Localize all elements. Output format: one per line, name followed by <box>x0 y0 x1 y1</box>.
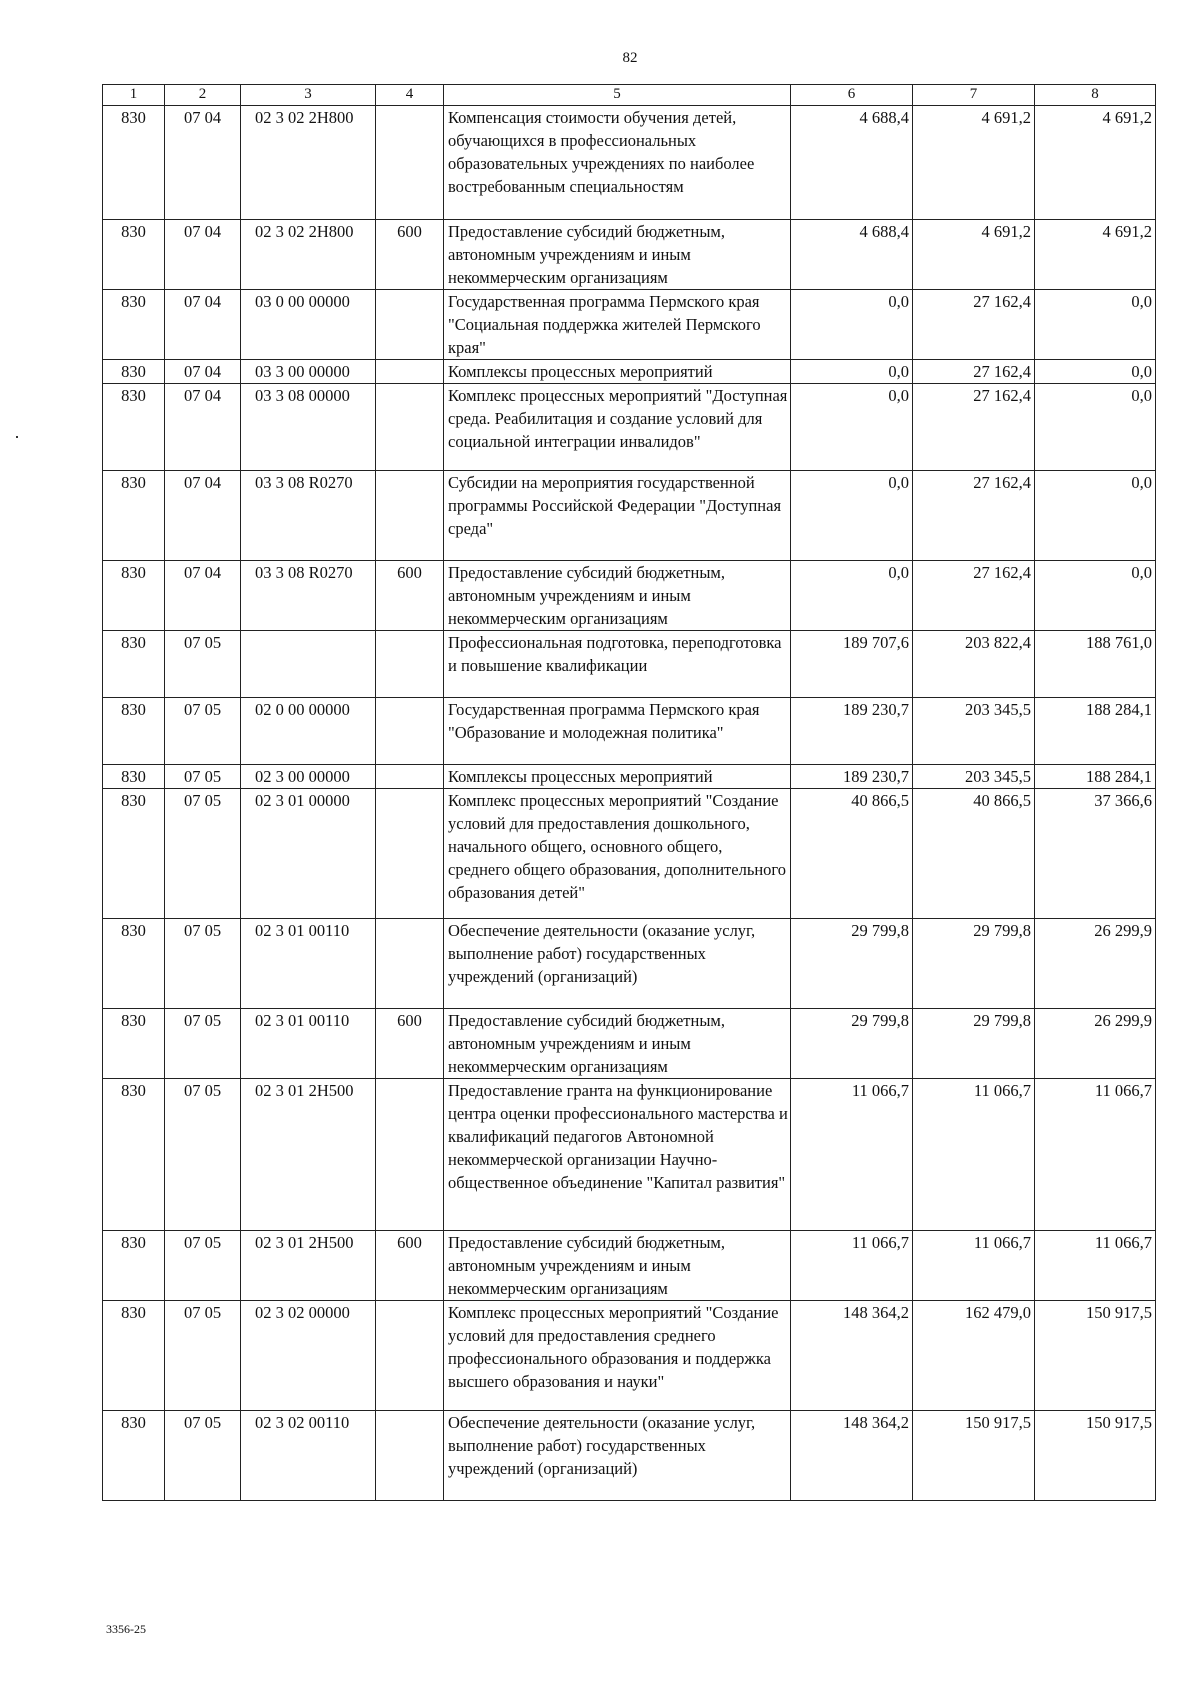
amount-col6-cell: 29 799,8 <box>791 1009 913 1079</box>
expense-type-code-cell <box>376 290 444 360</box>
amount-col8-cell: 0,0 <box>1035 561 1156 631</box>
description-cell: Государственная программа Пермского края "Социальная поддержка жителей Пермского края" <box>444 290 791 360</box>
section-code-cell: 07 04 <box>165 471 241 561</box>
table-row <box>103 789 1156 919</box>
amount-col6-cell: 148 364,2 <box>791 1411 913 1501</box>
description-cell: Предоставление субсидий бюджетным, автономным учреждениям и иным некоммерческим организациям <box>444 220 791 290</box>
department-code-cell: 830 <box>103 1231 165 1301</box>
section-code-cell: 07 05 <box>165 1301 241 1411</box>
table-row <box>103 290 1156 360</box>
section-code-cell: 07 04 <box>165 220 241 290</box>
expense-type-code-cell: 600 <box>376 220 444 290</box>
amount-col7-cell: 29 799,8 <box>913 919 1035 1009</box>
target-item-code-cell: 02 3 01 00110 <box>241 919 376 1009</box>
column-header: 7 <box>913 85 1035 106</box>
amount-col8-cell: 188 761,0 <box>1035 631 1156 698</box>
amount-col7-cell: 27 162,4 <box>913 561 1035 631</box>
section-code-cell: 07 05 <box>165 789 241 919</box>
expense-type-code-cell <box>376 471 444 561</box>
amount-col7-cell: 29 799,8 <box>913 1009 1035 1079</box>
amount-col8-cell: 150 917,5 <box>1035 1411 1156 1501</box>
amount-col7-cell: 203 345,5 <box>913 698 1035 765</box>
amount-col8-cell: 0,0 <box>1035 471 1156 561</box>
budget-table <box>102 84 1156 1501</box>
amount-col6-cell: 29 799,8 <box>791 919 913 1009</box>
expense-type-code-cell <box>376 360 444 384</box>
amount-col8-cell: 37 366,6 <box>1035 789 1156 919</box>
amount-col7-cell: 11 066,7 <box>913 1079 1035 1231</box>
section-code-cell: 07 05 <box>165 631 241 698</box>
target-item-code-cell: 03 3 08 R0270 <box>241 561 376 631</box>
column-header: 2 <box>165 85 241 106</box>
amount-col8-cell: 26 299,9 <box>1035 1009 1156 1079</box>
amount-col8-cell: 4 691,2 <box>1035 106 1156 220</box>
document-code: 3356-25 <box>106 1622 146 1636</box>
description-cell: Государственная программа Пермского края "Образование и молодежная политика" <box>444 698 791 765</box>
section-code-cell: 07 04 <box>165 561 241 631</box>
description-cell: Комплекс процессных мероприятий "Создание условий для предоставления дошкольного, начального общего, основного общего, среднего общего образования, дополнительного образования детей" <box>444 789 791 919</box>
description-cell: Профессиональная подготовка, переподготовка и повышение квалификации <box>444 631 791 698</box>
section-code-cell: 07 05 <box>165 1009 241 1079</box>
expense-type-code-cell <box>376 1301 444 1411</box>
amount-col7-cell: 150 917,5 <box>913 1411 1035 1501</box>
section-code-cell: 07 04 <box>165 360 241 384</box>
department-code-cell: 830 <box>103 106 165 220</box>
department-code-cell: 830 <box>103 919 165 1009</box>
column-header: 5 <box>444 85 791 106</box>
expense-type-code-cell <box>376 919 444 1009</box>
expense-type-code-cell <box>376 765 444 789</box>
amount-col6-cell: 0,0 <box>791 360 913 384</box>
description-cell: Обеспечение деятельности (оказание услуг, выполнение работ) государственных учреждений (организаций) <box>444 1411 791 1501</box>
expense-type-code-cell: 600 <box>376 561 444 631</box>
target-item-code-cell: 02 3 02 00000 <box>241 1301 376 1411</box>
amount-col7-cell: 203 822,4 <box>913 631 1035 698</box>
department-code-cell: 830 <box>103 360 165 384</box>
section-code-cell: 07 05 <box>165 1231 241 1301</box>
description-cell: Предоставление субсидий бюджетным, автономным учреждениям и иным некоммерческим организациям <box>444 1009 791 1079</box>
column-header: 4 <box>376 85 444 106</box>
table-row <box>103 765 1156 789</box>
description-cell: Компенсация стоимости обучения детей, обучающихся в профессиональных образовательных учреждениях по наиболее востребованным специальностям <box>444 106 791 220</box>
amount-col6-cell: 0,0 <box>791 290 913 360</box>
amount-col6-cell: 40 866,5 <box>791 789 913 919</box>
department-code-cell: 830 <box>103 631 165 698</box>
department-code-cell: 830 <box>103 1301 165 1411</box>
amount-col7-cell: 27 162,4 <box>913 471 1035 561</box>
amount-col8-cell: 0,0 <box>1035 290 1156 360</box>
amount-col7-cell: 4 691,2 <box>913 106 1035 220</box>
expense-type-code-cell <box>376 698 444 765</box>
table-row <box>103 471 1156 561</box>
amount-col6-cell: 189 230,7 <box>791 765 913 789</box>
department-code-cell: 830 <box>103 1009 165 1079</box>
column-header: 1 <box>103 85 165 106</box>
target-item-code-cell: 02 3 01 2Н500 <box>241 1079 376 1231</box>
department-code-cell: 830 <box>103 698 165 765</box>
description-cell: Предоставление гранта на функционирование центра оценки профессионального мастерства и квалификаций педагогов Автономной некоммерческой организации Научно-общественное объединение "Капитал развития" <box>444 1079 791 1231</box>
target-item-code-cell: 02 3 02 2Н800 <box>241 106 376 220</box>
amount-col8-cell: 188 284,1 <box>1035 698 1156 765</box>
department-code-cell: 830 <box>103 384 165 471</box>
section-code-cell: 07 05 <box>165 919 241 1009</box>
expense-type-code-cell <box>376 1411 444 1501</box>
column-header: 6 <box>791 85 913 106</box>
section-code-cell: 07 05 <box>165 1079 241 1231</box>
description-cell: Обеспечение деятельности (оказание услуг, выполнение работ) государственных учреждений (организаций) <box>444 919 791 1009</box>
department-code-cell: 830 <box>103 220 165 290</box>
target-item-code-cell: 02 3 02 00110 <box>241 1411 376 1501</box>
table-row <box>103 220 1156 290</box>
amount-col6-cell: 11 066,7 <box>791 1231 913 1301</box>
section-code-cell: 07 04 <box>165 384 241 471</box>
expense-type-code-cell <box>376 631 444 698</box>
department-code-cell: 830 <box>103 1411 165 1501</box>
amount-col7-cell: 203 345,5 <box>913 765 1035 789</box>
table-row <box>103 1231 1156 1301</box>
table-row <box>103 919 1156 1009</box>
amount-col6-cell: 148 364,2 <box>791 1301 913 1411</box>
target-item-code-cell: 03 3 08 00000 <box>241 384 376 471</box>
section-code-cell: 07 05 <box>165 1411 241 1501</box>
section-code-cell: 07 05 <box>165 765 241 789</box>
column-header: 3 <box>241 85 376 106</box>
table-row <box>103 384 1156 471</box>
description-cell: Предоставление субсидий бюджетным, автономным учреждениям и иным некоммерческим организациям <box>444 1231 791 1301</box>
amount-col7-cell: 27 162,4 <box>913 360 1035 384</box>
target-item-code-cell: 03 3 00 00000 <box>241 360 376 384</box>
expense-type-code-cell <box>376 1079 444 1231</box>
amount-col8-cell: 26 299,9 <box>1035 919 1156 1009</box>
table-row <box>103 698 1156 765</box>
department-code-cell: 830 <box>103 765 165 789</box>
amount-col7-cell: 11 066,7 <box>913 1231 1035 1301</box>
section-code-cell: 07 05 <box>165 698 241 765</box>
amount-col7-cell: 162 479,0 <box>913 1301 1035 1411</box>
target-item-code-cell: 02 3 01 00000 <box>241 789 376 919</box>
table-row <box>103 360 1156 384</box>
amount-col6-cell: 4 688,4 <box>791 106 913 220</box>
scan-speck <box>16 436 18 438</box>
target-item-code-cell: 03 3 08 R0270 <box>241 471 376 561</box>
amount-col8-cell: 11 066,7 <box>1035 1079 1156 1231</box>
department-code-cell: 830 <box>103 471 165 561</box>
amount-col7-cell: 4 691,2 <box>913 220 1035 290</box>
amount-col8-cell: 4 691,2 <box>1035 220 1156 290</box>
description-cell: Субсидии на мероприятия государственной программы Российской Федерации "Доступная среда" <box>444 471 791 561</box>
table-row <box>103 1411 1156 1501</box>
target-item-code-cell: 02 0 00 00000 <box>241 698 376 765</box>
expense-type-code-cell: 600 <box>376 1231 444 1301</box>
table-body <box>103 106 1156 1501</box>
table-row <box>103 1301 1156 1411</box>
column-header: 8 <box>1035 85 1156 106</box>
description-cell: Комплексы процессных мероприятий <box>444 360 791 384</box>
description-cell: Комплекс процессных мероприятий "Создание условий для предоставления среднего профессионального образования и поддержка высшего образования и науки" <box>444 1301 791 1411</box>
page-number: 82 <box>622 50 638 66</box>
target-item-code-cell: 02 3 00 00000 <box>241 765 376 789</box>
department-code-cell: 830 <box>103 1079 165 1231</box>
amount-col6-cell: 0,0 <box>791 384 913 471</box>
table-row <box>103 1009 1156 1079</box>
expense-type-code-cell <box>376 789 444 919</box>
expense-type-code-cell: 600 <box>376 1009 444 1079</box>
amount-col6-cell: 189 707,6 <box>791 631 913 698</box>
amount-col8-cell: 11 066,7 <box>1035 1231 1156 1301</box>
amount-col7-cell: 40 866,5 <box>913 789 1035 919</box>
description-cell: Комплекс процессных мероприятий "Доступная среда. Реабилитация и создание условий для социальной интеграции инвалидов" <box>444 384 791 471</box>
target-item-code-cell <box>241 631 376 698</box>
description-cell: Комплексы процессных мероприятий <box>444 765 791 789</box>
amount-col6-cell: 11 066,7 <box>791 1079 913 1231</box>
target-item-code-cell: 02 3 01 2Н500 <box>241 1231 376 1301</box>
department-code-cell: 830 <box>103 290 165 360</box>
department-code-cell: 830 <box>103 561 165 631</box>
amount-col7-cell: 27 162,4 <box>913 290 1035 360</box>
target-item-code-cell: 03 0 00 00000 <box>241 290 376 360</box>
amount-col6-cell: 189 230,7 <box>791 698 913 765</box>
column-number-row <box>103 85 1156 106</box>
table-row <box>103 1079 1156 1231</box>
section-code-cell: 07 04 <box>165 290 241 360</box>
table-row <box>103 106 1156 220</box>
description-cell: Предоставление субсидий бюджетным, автономным учреждениям и иным некоммерческим организациям <box>444 561 791 631</box>
table-row <box>103 631 1156 698</box>
amount-col6-cell: 0,0 <box>791 471 913 561</box>
expense-type-code-cell <box>376 384 444 471</box>
amount-col8-cell: 150 917,5 <box>1035 1301 1156 1411</box>
amount-col8-cell: 188 284,1 <box>1035 765 1156 789</box>
target-item-code-cell: 02 3 01 00110 <box>241 1009 376 1079</box>
amount-col6-cell: 0,0 <box>791 561 913 631</box>
expense-type-code-cell <box>376 106 444 220</box>
department-code-cell: 830 <box>103 789 165 919</box>
amount-col8-cell: 0,0 <box>1035 360 1156 384</box>
target-item-code-cell: 02 3 02 2Н800 <box>241 220 376 290</box>
amount-col8-cell: 0,0 <box>1035 384 1156 471</box>
amount-col6-cell: 4 688,4 <box>791 220 913 290</box>
section-code-cell: 07 04 <box>165 106 241 220</box>
table-row <box>103 561 1156 631</box>
amount-col7-cell: 27 162,4 <box>913 384 1035 471</box>
